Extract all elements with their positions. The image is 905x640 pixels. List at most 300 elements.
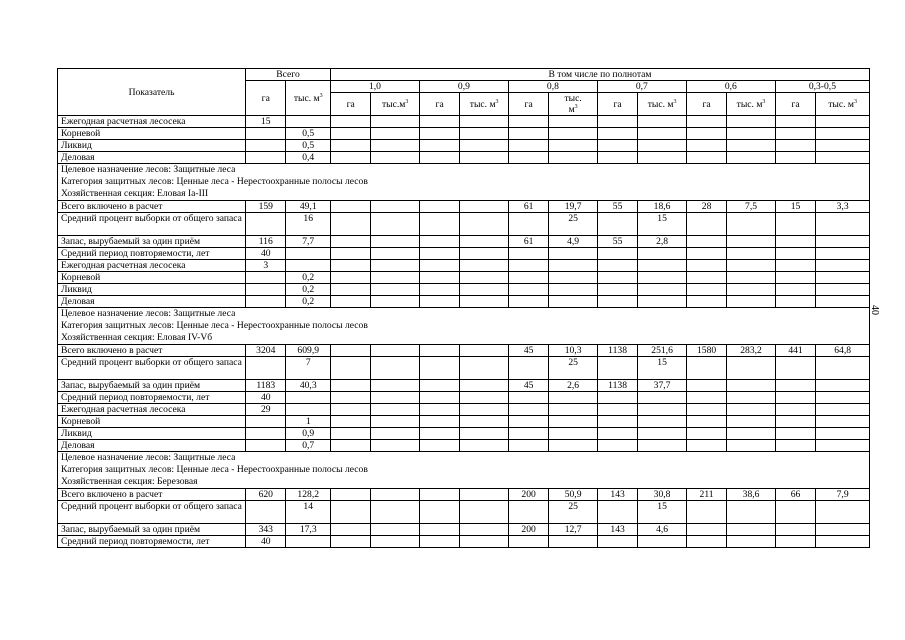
table-cell: 61 <box>508 236 548 248</box>
row-label: Всего включено в расчет <box>58 201 246 213</box>
table-cell <box>419 236 459 248</box>
table-cell <box>330 128 370 140</box>
table-cell <box>460 392 509 404</box>
table-cell <box>727 357 776 380</box>
row-label: Всего включено в расчет <box>58 489 246 501</box>
table-cell <box>597 140 637 152</box>
table-cell <box>419 296 459 308</box>
table-cell: 343 <box>246 524 286 536</box>
table-row <box>58 345 870 357</box>
table-cell <box>371 392 420 404</box>
table-cell <box>727 380 776 392</box>
table-cell <box>727 428 776 440</box>
table-cell <box>371 296 420 308</box>
table-cell <box>638 152 687 164</box>
table-cell <box>775 524 815 536</box>
table-cell <box>371 524 420 536</box>
unit-volume-header: $тыс.м^3$ <box>371 93 420 116</box>
table-cell <box>246 428 286 440</box>
table-cell <box>816 213 870 236</box>
table-cell <box>508 536 548 548</box>
table-cell <box>330 284 370 296</box>
table-cell <box>686 416 726 428</box>
table-row <box>58 524 870 536</box>
table-cell <box>286 260 330 272</box>
table-cell <box>460 140 509 152</box>
table-cell <box>371 357 420 380</box>
table-cell <box>330 116 370 128</box>
table-cell <box>330 213 370 236</box>
table-cell <box>419 140 459 152</box>
table-cell <box>638 440 687 452</box>
row-label: Ликвид <box>58 428 246 440</box>
table-cell <box>330 404 370 416</box>
table-cell <box>775 140 815 152</box>
table-cell <box>686 357 726 380</box>
table-row <box>58 128 870 140</box>
table-cell <box>330 296 370 308</box>
table-cell <box>419 524 459 536</box>
table-cell <box>686 536 726 548</box>
table-cell <box>686 404 726 416</box>
table-cell <box>686 428 726 440</box>
section-line: Целевое назначение лесов: Защитные леса <box>61 308 236 319</box>
section-line: Категория защитных лесов: Ценные леса - Нерестоохранные полосы лесов <box>61 464 368 475</box>
table-cell <box>508 416 548 428</box>
table-cell: 441 <box>775 345 815 357</box>
table-cell <box>727 296 776 308</box>
section-line: Хозяйственная секция: Еловая Ia-III <box>61 188 209 199</box>
table-cell <box>549 440 598 452</box>
table-cell <box>549 272 598 284</box>
table-cell <box>816 357 870 380</box>
table-cell <box>330 260 370 272</box>
table-cell: 25 <box>549 213 598 236</box>
table-cell: 7,9 <box>816 489 870 501</box>
table-cell <box>460 236 509 248</box>
table-cell <box>508 296 548 308</box>
table-cell: 40 <box>246 536 286 548</box>
table-cell <box>330 440 370 452</box>
table-cell: 30,8 <box>638 489 687 501</box>
table-cell: 12,7 <box>549 524 598 536</box>
table-cell: 4,6 <box>638 524 687 536</box>
unit-ha-header: га <box>330 93 370 116</box>
table-cell <box>638 260 687 272</box>
table-cell <box>549 284 598 296</box>
table-cell <box>727 404 776 416</box>
table-cell <box>371 416 420 428</box>
table-cell <box>460 428 509 440</box>
table-cell: 1138 <box>597 345 637 357</box>
table-cell <box>638 140 687 152</box>
unit-volume-header: тыс. $м^3$ <box>816 93 870 116</box>
table-cell: 55 <box>597 236 637 248</box>
density-header: 0,9 <box>419 81 508 93</box>
table-cell <box>638 272 687 284</box>
table-cell <box>371 380 420 392</box>
table-cell: 49,1 <box>286 201 330 213</box>
table-cell <box>775 296 815 308</box>
table-cell <box>816 404 870 416</box>
table-cell <box>775 440 815 452</box>
table-cell: 15 <box>246 116 286 128</box>
table-cell <box>246 152 286 164</box>
table-cell <box>371 501 420 524</box>
row-label: Ежегодная расчетная лесосека <box>58 404 246 416</box>
table-cell <box>330 524 370 536</box>
table-cell <box>419 536 459 548</box>
table-cell: 1138 <box>597 380 637 392</box>
unit-ha-header: га <box>597 93 637 116</box>
table-cell <box>686 284 726 296</box>
table-cell <box>816 260 870 272</box>
table-cell <box>816 524 870 536</box>
table-cell: 620 <box>246 489 286 501</box>
table-cell <box>597 248 637 260</box>
table-cell <box>371 128 420 140</box>
table-cell <box>549 128 598 140</box>
table-cell <box>775 392 815 404</box>
table-cell <box>727 416 776 428</box>
table-cell <box>330 272 370 284</box>
row-label: Деловая <box>58 440 246 452</box>
table-cell <box>330 428 370 440</box>
table-cell <box>508 152 548 164</box>
table-cell <box>597 501 637 524</box>
table-cell <box>508 213 548 236</box>
table-cell <box>638 392 687 404</box>
unit-volume-header: тыс. $м^3$ <box>638 93 687 116</box>
table-cell: 37,7 <box>638 380 687 392</box>
row-label: Ликвид <box>58 284 246 296</box>
table-cell <box>330 501 370 524</box>
table-row <box>58 140 870 152</box>
table-cell <box>508 248 548 260</box>
table-cell <box>816 248 870 260</box>
table-cell: 4,9 <box>549 236 598 248</box>
table-cell <box>549 140 598 152</box>
table-cell: 10,3 <box>549 345 598 357</box>
table-cell <box>597 152 637 164</box>
table-row <box>58 404 870 416</box>
table-cell: 40,3 <box>286 380 330 392</box>
table-cell <box>419 380 459 392</box>
table-row <box>58 380 870 392</box>
table-cell <box>371 404 420 416</box>
table-cell <box>727 248 776 260</box>
density-header: 0,7 <box>597 81 686 93</box>
table-cell <box>549 248 598 260</box>
table-cell <box>371 260 420 272</box>
table-cell: 19,7 <box>549 201 598 213</box>
table-cell <box>816 236 870 248</box>
table-cell: 15 <box>638 357 687 380</box>
table-cell: 143 <box>597 524 637 536</box>
table-cell <box>638 404 687 416</box>
table-cell <box>816 152 870 164</box>
table-cell: 0,2 <box>286 296 330 308</box>
table-cell: 0,4 <box>286 152 330 164</box>
total-header: Всего <box>246 69 331 81</box>
table-row <box>58 201 870 213</box>
table-cell <box>686 248 726 260</box>
table-cell: 14 <box>286 501 330 524</box>
table-cell <box>330 416 370 428</box>
table-cell <box>286 248 330 260</box>
section-row <box>58 164 870 201</box>
table-cell <box>246 440 286 452</box>
table-cell <box>330 201 370 213</box>
table-cell: 55 <box>597 201 637 213</box>
table-cell <box>775 236 815 248</box>
table-cell <box>686 296 726 308</box>
section-line: Категория защитных лесов: Ценные леса - Нерестоохранные полосы лесов <box>61 176 368 187</box>
table-cell <box>460 440 509 452</box>
table-cell: 116 <box>246 236 286 248</box>
table-cell <box>638 128 687 140</box>
table-cell: 283,2 <box>727 345 776 357</box>
table-cell <box>597 116 637 128</box>
section-line: Хозяйственная секция: Березовая <box>61 476 198 487</box>
table-cell <box>816 392 870 404</box>
table-row <box>58 260 870 272</box>
row-label: Запас, вырубаемый за один приём <box>58 236 246 248</box>
table-cell <box>460 260 509 272</box>
table-cell <box>419 116 459 128</box>
table-cell: 200 <box>508 524 548 536</box>
page-number: 40 <box>869 305 880 315</box>
row-label: Средний период повторяемости, лет <box>58 248 246 260</box>
table-cell <box>460 284 509 296</box>
section-info <box>58 308 870 345</box>
table-cell <box>460 248 509 260</box>
table-cell <box>286 392 330 404</box>
total-ha-header: га <box>246 81 286 116</box>
table-cell <box>330 357 370 380</box>
table-cell <box>597 284 637 296</box>
table-cell <box>419 489 459 501</box>
table-cell <box>419 345 459 357</box>
table-header <box>58 69 870 116</box>
table-cell: 18,6 <box>638 201 687 213</box>
table-cell <box>727 236 776 248</box>
table-cell <box>775 416 815 428</box>
table-cell: 16 <box>286 213 330 236</box>
table-cell: 29 <box>246 404 286 416</box>
table-row <box>58 236 870 248</box>
table-cell <box>371 140 420 152</box>
table-cell <box>419 213 459 236</box>
table-cell <box>460 128 509 140</box>
table-cell <box>775 536 815 548</box>
table-cell <box>816 296 870 308</box>
table-cell <box>686 260 726 272</box>
table-cell <box>371 489 420 501</box>
table-cell: 200 <box>508 489 548 501</box>
table-cell: 38,6 <box>727 489 776 501</box>
table-cell <box>727 440 776 452</box>
section-row <box>58 452 870 489</box>
row-label: Деловая <box>58 152 246 164</box>
table-cell: 28 <box>686 201 726 213</box>
table-cell <box>419 440 459 452</box>
unit-volume-header: тыс. $м^3$ <box>549 93 598 116</box>
table-cell <box>371 440 420 452</box>
table-cell <box>460 296 509 308</box>
row-label: Средний процент выборки от общего запаса <box>58 213 246 236</box>
table-cell <box>686 440 726 452</box>
table-cell <box>330 345 370 357</box>
table-cell <box>597 440 637 452</box>
table-body <box>58 116 870 548</box>
table-cell: 3,3 <box>816 201 870 213</box>
table-cell <box>460 489 509 501</box>
table-cell <box>638 296 687 308</box>
table-cell <box>597 357 637 380</box>
table-cell <box>330 152 370 164</box>
row-label: Ежегодная расчетная лесосека <box>58 116 246 128</box>
row-label: Запас, вырубаемый за один приём <box>58 380 246 392</box>
table-cell <box>286 536 330 548</box>
table-cell <box>775 128 815 140</box>
section-row <box>58 308 870 345</box>
table-cell <box>638 416 687 428</box>
table-cell <box>460 501 509 524</box>
table-cell <box>816 536 870 548</box>
table-cell <box>371 272 420 284</box>
table-cell <box>775 152 815 164</box>
table-cell: 7,7 <box>286 236 330 248</box>
section-line: Целевое назначение лесов: Защитные леса <box>61 452 236 463</box>
density-header: 1,0 <box>330 81 419 93</box>
density-header: 0,6 <box>686 81 775 93</box>
table-row <box>58 284 870 296</box>
table-cell: 2,8 <box>638 236 687 248</box>
table-cell <box>460 524 509 536</box>
table-cell <box>775 248 815 260</box>
table-cell: 15 <box>638 501 687 524</box>
table-cell <box>597 404 637 416</box>
table-cell <box>638 248 687 260</box>
table-cell <box>597 428 637 440</box>
table-cell <box>549 392 598 404</box>
table-cell <box>246 501 286 524</box>
table-row <box>58 392 870 404</box>
table-row <box>58 536 870 548</box>
table-cell <box>727 260 776 272</box>
row-label: Запас, вырубаемый за один приём <box>58 524 246 536</box>
table-row <box>58 428 870 440</box>
table-cell <box>686 140 726 152</box>
table-cell <box>419 501 459 524</box>
table-cell <box>686 392 726 404</box>
table-cell <box>508 116 548 128</box>
table-cell: 0,2 <box>286 284 330 296</box>
table-cell <box>549 416 598 428</box>
table-cell <box>775 272 815 284</box>
unit-ha-header: га <box>508 93 548 116</box>
table-cell <box>686 501 726 524</box>
table-cell <box>549 536 598 548</box>
table-cell <box>816 272 870 284</box>
table-cell <box>419 260 459 272</box>
table-cell <box>460 152 509 164</box>
table-cell <box>508 440 548 452</box>
table-cell <box>371 236 420 248</box>
table-cell: 143 <box>597 489 637 501</box>
table-cell: 0,7 <box>286 440 330 452</box>
table-cell <box>727 284 776 296</box>
row-label: Средний период повторяемости, лет <box>58 392 246 404</box>
table-cell: 7,5 <box>727 201 776 213</box>
table-cell <box>371 213 420 236</box>
table-cell <box>597 296 637 308</box>
table-cell <box>816 140 870 152</box>
table-cell <box>549 296 598 308</box>
unit-ha-header: га <box>419 93 459 116</box>
table-cell: 2,6 <box>549 380 598 392</box>
table-cell <box>597 260 637 272</box>
table-cell <box>330 140 370 152</box>
table-row <box>58 152 870 164</box>
table-cell <box>330 489 370 501</box>
table-cell <box>549 260 598 272</box>
unit-ha-header: га <box>775 93 815 116</box>
table-cell <box>686 116 726 128</box>
table-cell <box>460 357 509 380</box>
table-cell <box>508 357 548 380</box>
table-cell <box>246 357 286 380</box>
table-cell: 61 <box>508 201 548 213</box>
table-cell: 25 <box>549 357 598 380</box>
table-cell <box>638 284 687 296</box>
table-cell <box>508 392 548 404</box>
section-info <box>58 452 870 489</box>
table-cell: 15 <box>638 213 687 236</box>
table-row <box>58 296 870 308</box>
table-cell <box>460 201 509 213</box>
density-header: 0,8 <box>508 81 597 93</box>
table-cell <box>330 248 370 260</box>
table-cell <box>330 380 370 392</box>
table-cell <box>246 272 286 284</box>
unit-ha-header: га <box>686 93 726 116</box>
table-cell: 66 <box>775 489 815 501</box>
table-cell <box>816 128 870 140</box>
table-row <box>58 272 870 284</box>
table-cell <box>508 272 548 284</box>
table-cell: 0,9 <box>286 428 330 440</box>
row-label: Средний процент выборки от общего запаса <box>58 357 246 380</box>
table-row <box>58 440 870 452</box>
unit-volume-header: тыс. $м^3$ <box>727 93 776 116</box>
table-cell <box>638 536 687 548</box>
table-cell <box>549 428 598 440</box>
table-cell <box>686 128 726 140</box>
table-cell <box>286 116 330 128</box>
table-cell <box>727 116 776 128</box>
table-cell <box>727 536 776 548</box>
table-cell <box>371 201 420 213</box>
table-cell <box>775 404 815 416</box>
table-cell <box>686 236 726 248</box>
table-cell: 15 <box>775 201 815 213</box>
table-cell <box>727 272 776 284</box>
table-cell <box>460 404 509 416</box>
table-cell: 50,9 <box>549 489 598 501</box>
table-cell <box>727 152 776 164</box>
